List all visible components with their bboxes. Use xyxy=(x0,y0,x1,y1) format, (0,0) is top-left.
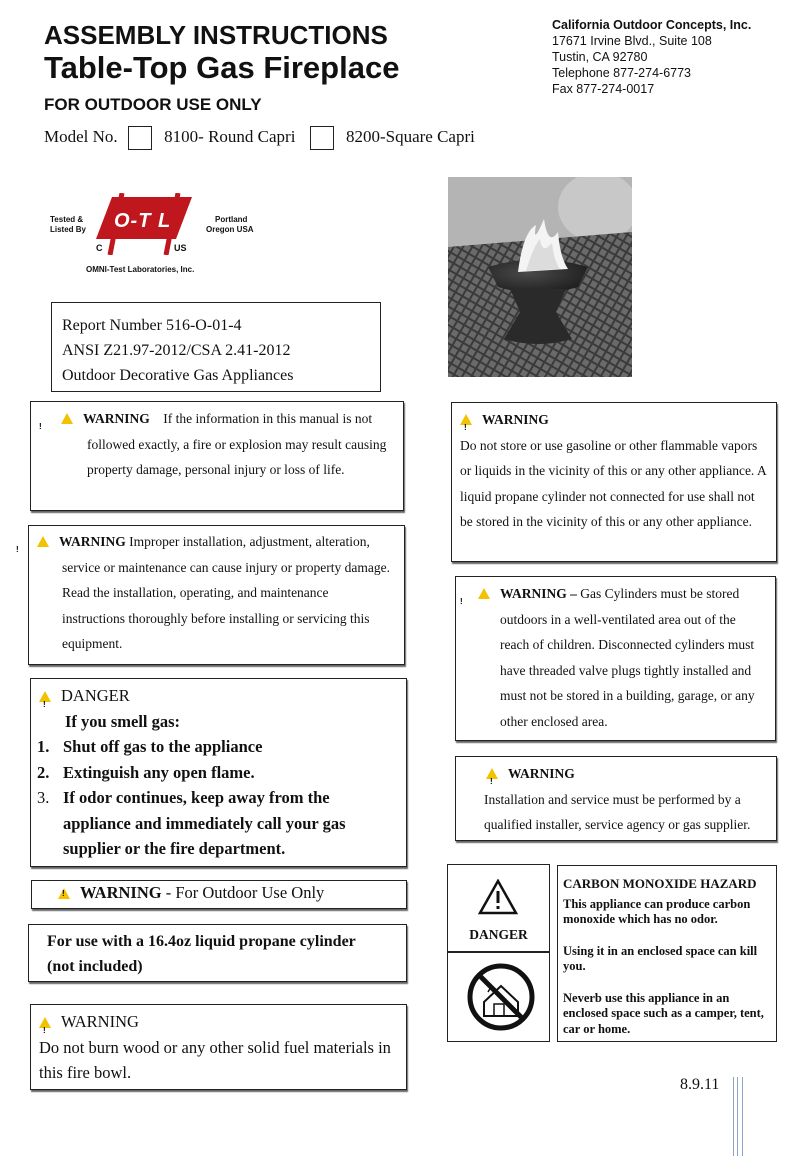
warning-text: Installation and service must be performed by a qualified installer, service agency or gas supplier. xyxy=(484,791,751,832)
warning-title: WARNING xyxy=(59,534,126,549)
co-danger-label: DANGER xyxy=(469,927,528,942)
warning-text: Do not burn wood or any other solid fuel materials in this fire bowl. xyxy=(39,1037,391,1082)
warning-text: Improper installation, adjustment, alteration, service or maintenance can cause injury or property damage. Read the installation, operating, and maintenance instructions thoroughly before installing or servicing this equipment. xyxy=(62,534,390,651)
model-8200-label: 8200-Square Capri xyxy=(345,126,475,146)
company-name: California Outdoor Concepts, Inc. xyxy=(552,18,752,32)
co-hazard-p2: Using it in an enclosed space can kill you. xyxy=(563,943,758,973)
warning-icon xyxy=(478,588,490,599)
margin-rule xyxy=(733,1077,743,1156)
warning-title: WARNING – xyxy=(500,586,577,601)
margin-rule-inner xyxy=(737,1077,738,1156)
title-line1: ASSEMBLY INSTRUCTIONS xyxy=(44,20,388,50)
danger-triangle-icon xyxy=(478,879,518,915)
warning-manual-box xyxy=(30,401,404,511)
logo-lab: OMNI-Test Laboratories, Inc. xyxy=(86,265,195,274)
otl-logo xyxy=(44,188,264,278)
cylinder-note: For use with a 16.4oz liquid propane cylinder (not included) xyxy=(47,933,356,975)
warning-icon xyxy=(37,536,49,547)
report-category: Outdoor Decorative Gas Appliances xyxy=(62,367,294,384)
logo-us: US xyxy=(174,243,187,253)
cylinder-note-box xyxy=(28,924,407,982)
warning-title: WARNING xyxy=(482,412,549,427)
logo-c: C xyxy=(96,243,103,253)
model-label: Model No. xyxy=(44,126,118,146)
warning-icon xyxy=(460,414,472,425)
revision-date: 8.9.11 xyxy=(680,1076,720,1093)
warning-title: WARNING xyxy=(80,883,162,902)
danger-gas-box xyxy=(30,678,407,867)
report-box xyxy=(51,302,381,392)
model-8100-label: 8100- Round Capri xyxy=(164,126,296,146)
warning-title: WARNING xyxy=(508,766,575,781)
warning-icon xyxy=(58,888,70,899)
no-indoor-box xyxy=(447,952,550,1042)
model-8200-checkbox[interactable] xyxy=(310,126,334,150)
logo-mark: O-T L xyxy=(114,210,172,232)
list-item: 2. Extinguish any open flame. xyxy=(37,762,255,782)
logo-oregon: Oregon USA xyxy=(206,225,254,234)
danger-subtitle: If you smell gas: xyxy=(65,711,181,731)
warning-flammable-box xyxy=(451,402,777,562)
fireplace-photo xyxy=(448,177,632,377)
warning-installer-box xyxy=(455,756,777,841)
co-hazard-p1: This appliance can produce carbon monoxide which has no odor. xyxy=(563,896,751,926)
company-address1: 17671 Irvine Blvd., Suite 108 xyxy=(552,34,712,48)
co-hazard-title: CARBON MONOXIDE HAZARD xyxy=(563,876,757,891)
warning-title: WARNING xyxy=(83,411,150,426)
subtitle: FOR OUTDOOR USE ONLY xyxy=(44,95,262,114)
warning-cylinders-box xyxy=(455,576,776,741)
company-phone: Telephone 877-274-6773 xyxy=(552,66,692,80)
company-info xyxy=(552,17,751,97)
warning-text: Gas Cylinders must be stored outdoors in a well-ventilated area out of the reach of children. Disconnected cylinders must have threaded valve plugs tightly installed and must not be stored in a building, garage, or any other enclosed area. xyxy=(500,586,755,729)
co-danger-box xyxy=(447,864,550,952)
warning-text: If the information in this manual is not followed exactly, a fire or explosion may result causing property damage, personal injury or loss of life. xyxy=(87,411,387,477)
co-hazard-p3: Neverb use this appliance in an enclosed space such as a camper, tent, car or home. xyxy=(563,990,764,1036)
company-fax: Fax 877-274-0017 xyxy=(552,82,655,96)
logo-portland: Portland xyxy=(215,215,248,224)
model-selector xyxy=(44,126,475,150)
logo-tested: Tested & xyxy=(50,215,84,224)
warning-icon xyxy=(39,691,51,702)
warning-icon xyxy=(61,413,73,424)
warning-installation-box xyxy=(28,525,405,665)
page-title: Table-Top Gas Fireplace xyxy=(44,50,400,85)
model-8100-checkbox[interactable] xyxy=(128,126,152,150)
company-address2: Tustin, CA 92780 xyxy=(552,50,648,64)
report-number: Report Number 516-O-01-4 xyxy=(62,317,242,334)
list-item: 1. Shut off gas to the appliance xyxy=(37,737,263,756)
list-item: 3. If odor continues, keep away from the appliance and immediately call your gas supplier or the fire department. xyxy=(37,788,346,858)
warning-outdoor-box xyxy=(31,880,407,909)
co-hazard-box xyxy=(557,865,777,1042)
logo-listed: Listed By xyxy=(50,225,87,234)
report-standard: ANSI Z21.97-2012/CSA 2.41-2012 xyxy=(62,342,291,359)
warning-icon xyxy=(39,1017,51,1028)
no-indoor-use-icon xyxy=(466,962,536,1032)
warning-wood-box xyxy=(30,1004,407,1090)
warning-title: WARNING xyxy=(61,1012,139,1031)
warning-text: Do not store or use gasoline or other flammable vapors or liquids in the vicinity of this or any other appliance. A liquid propane cylinder not connected for use shall not be stored in the vicinity of this or any other appliance. xyxy=(460,437,766,529)
warning-icon xyxy=(486,768,498,779)
danger-title: DANGER xyxy=(61,686,130,705)
warning-text: - For Outdoor Use Only xyxy=(165,883,325,902)
